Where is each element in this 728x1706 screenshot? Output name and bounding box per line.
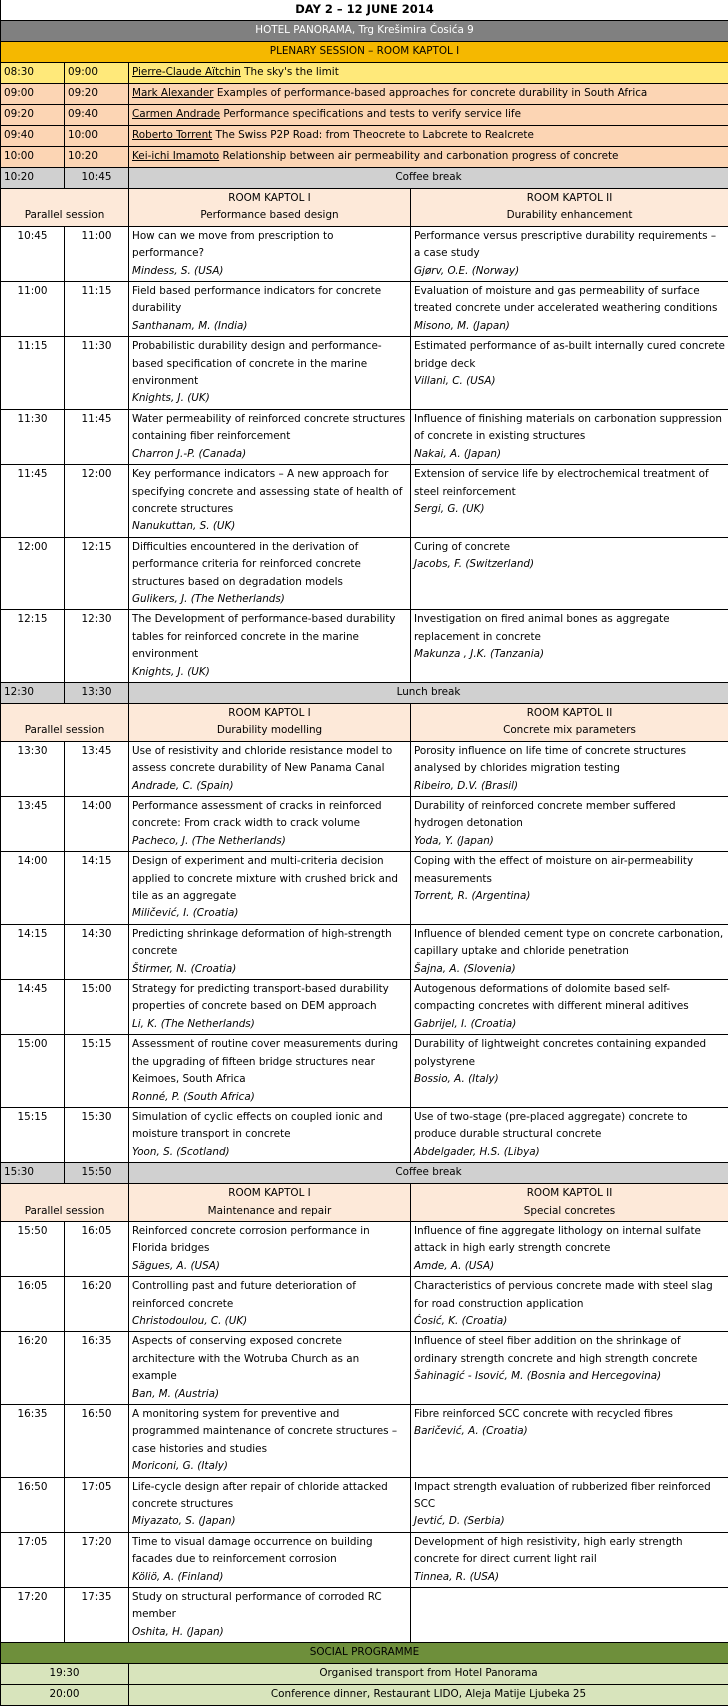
talk-title: Characteristics of pervious concrete made with steel slag for road construction application <box>414 1278 725 1313</box>
end-time: 10:45 <box>65 168 129 189</box>
talk-title: Strategy for predicting transport-based durability properties of concrete based on DEM approach <box>132 981 407 1016</box>
start-time: 16:05 <box>1 1277 65 1332</box>
session-talk-row <box>1 741 728 796</box>
end-time: 17:05 <box>65 1477 129 1532</box>
start-time: 10:20 <box>1 168 65 189</box>
talk-room-1 <box>129 1221 411 1276</box>
start-time: 12:15 <box>1 610 65 683</box>
plenary-header-row <box>1 42 728 63</box>
talk-room-2 <box>411 337 728 410</box>
talk-title: Use of resistivity and chloride resistance model to assess concrete durability of New Panama Canal <box>132 743 407 778</box>
session-talk-row <box>1 282 728 337</box>
session-header-row <box>1 189 728 227</box>
start-time: 10:45 <box>1 226 65 281</box>
session-talk-row <box>1 409 728 464</box>
room-kaptol-1-header <box>129 1184 411 1222</box>
end-time: 16:20 <box>65 1277 129 1332</box>
session-topic: Durability enhancement <box>414 207 725 224</box>
talk-author: Andrade, C. (Spain) <box>132 778 407 795</box>
talk-room-2 <box>411 1107 728 1162</box>
talk-author: Knights, J. (UK) <box>132 390 407 407</box>
talk-author: Villani, C. (USA) <box>414 373 725 390</box>
talk-room-2 <box>411 409 728 464</box>
break-label: Lunch break <box>129 682 728 703</box>
talk-title: Simulation of cyclic effects on coupled ionic and moisture transport in concrete <box>132 1109 407 1144</box>
start-time: 11:45 <box>1 465 65 538</box>
talk-author: Šahinagić - Isović, M. (Bosnia and Hercegovina) <box>414 1368 725 1385</box>
talk-title: The Swiss P2P Road: from Theocrete to Labcrete to Realcrete <box>216 129 534 141</box>
talk-author: Torrent, R. (Argentina) <box>414 888 725 905</box>
talk-author: Baričević, A. (Croatia) <box>414 1423 725 1440</box>
talk-author: Pacheco, J. (The Netherlands) <box>132 833 407 850</box>
room-name: ROOM KAPTOL II <box>414 1185 725 1202</box>
talk-room-2 <box>411 741 728 796</box>
talk-author: Knights, J. (UK) <box>132 664 407 681</box>
start-time: 12:30 <box>1 682 65 703</box>
start-time: 15:50 <box>1 1221 65 1276</box>
talk-title: Study on structural performance of corroded RC member <box>132 1589 407 1624</box>
talk-author: Gjørv, O.E. (Norway) <box>414 263 725 280</box>
day-title-row <box>1 0 728 21</box>
talk-title: Durability of reinforced concrete member suffered hydrogen detonation <box>414 798 725 833</box>
speaker-link[interactable]: Kei-ichi Imamoto <box>132 150 219 162</box>
social-item-row <box>1 1664 728 1685</box>
talk-author: Jacobs, F. (Switzerland) <box>414 556 725 573</box>
start-time: 15:15 <box>1 1107 65 1162</box>
social-text: Conference dinner, Restaurant LIDO, Aleja Matije Ljubeka 25 <box>129 1685 728 1706</box>
talk-author: Sägues, A. (USA) <box>132 1258 407 1275</box>
end-time: 11:45 <box>65 409 129 464</box>
talk-room-2 <box>411 1588 728 1643</box>
talk-room-1 <box>129 1588 411 1643</box>
start-time: 11:30 <box>1 409 65 464</box>
talk-room-2 <box>411 226 728 281</box>
talk-author: Ronné, P. (South Africa) <box>132 1089 407 1106</box>
end-time: 13:30 <box>65 682 129 703</box>
talk-title: Development of high resistivity, high early strength concrete for direct current light rail <box>414 1534 725 1569</box>
talk-room-2 <box>411 537 728 610</box>
talk-room-1 <box>129 852 411 925</box>
break-row <box>1 168 728 189</box>
session-talk-row <box>1 1588 728 1643</box>
break-label: Coffee break <box>129 1163 728 1184</box>
talk-title: A monitoring system for preventive and programmed maintenance of concrete structures – case histories and studies <box>132 1406 407 1458</box>
room-name: ROOM KAPTOL I <box>132 705 407 722</box>
talk-room-1 <box>129 797 411 852</box>
start-time: 15:00 <box>1 1035 65 1108</box>
talk-title: Porosity influence on life time of concrete structures analysed by chlorides migration testing <box>414 743 725 778</box>
talk-room-1 <box>129 537 411 610</box>
plenary-talk-row <box>1 84 728 105</box>
hotel-address: HOTEL PANORAMA, Trg Krešimira Ćosića 9 <box>1 21 728 42</box>
talk-room-2 <box>411 465 728 538</box>
talk-room-1 <box>129 1332 411 1405</box>
talk-author: Gulikers, J. (The Netherlands) <box>132 591 407 608</box>
talk-title: Predicting shrinkage deformation of high-strength concrete <box>132 926 407 961</box>
plenary-talk-row <box>1 126 728 147</box>
talk-title: Probabilistic durability design and performance-based specification of concrete in the marine environment <box>132 338 407 390</box>
start-time: 16:35 <box>1 1405 65 1478</box>
talk-room-1 <box>129 282 411 337</box>
session-topic: Concrete mix parameters <box>414 722 725 739</box>
start-time: 17:05 <box>1 1532 65 1587</box>
break-label: Coffee break <box>129 168 728 189</box>
talk-title: Aspects of conserving exposed concrete architecture with the Wotruba Church as an example <box>132 1333 407 1385</box>
talk-title: Coping with the effect of moisture on air-permeability measurements <box>414 853 725 888</box>
end-time: 17:20 <box>65 1532 129 1587</box>
social-time: 20:00 <box>1 1685 129 1706</box>
room-name: ROOM KAPTOL I <box>132 1185 407 1202</box>
talk-room-1 <box>129 1107 411 1162</box>
room-kaptol-1-header <box>129 189 411 227</box>
social-header-row <box>1 1643 728 1664</box>
talk-author: Christodoulou, C. (UK) <box>132 1313 407 1330</box>
talk-author: Yoon, S. (Scotland) <box>132 1144 407 1161</box>
talk-room-2 <box>411 1277 728 1332</box>
session-talk-row <box>1 465 728 538</box>
talk-title: Life-cycle design after repair of chloride attacked concrete structures <box>132 1479 407 1514</box>
talk-room-2 <box>411 1035 728 1108</box>
end-time: 16:35 <box>65 1332 129 1405</box>
talk-title: Autogenous deformations of dolomite based self-compacting concretes with different mineral aditives <box>414 981 725 1016</box>
talk-author: Mindess, S. (USA) <box>132 263 407 280</box>
talk-title: Controlling past and future deterioration of reinforced concrete <box>132 1278 407 1313</box>
talk-author: Charron J.-P. (Canada) <box>132 446 407 463</box>
talk-room-2 <box>411 852 728 925</box>
talk-room-1 <box>129 610 411 683</box>
talk-title: Influence of fine aggregate lithology on internal sulfate attack in high early strength concrete <box>414 1223 725 1258</box>
talk-author: Amde, A. (USA) <box>414 1258 725 1275</box>
talk-title: Influence of finishing materials on carbonation suppression of concrete in existing structures <box>414 411 725 446</box>
talk-room-2 <box>411 797 728 852</box>
talk-title: Use of two-stage (pre-placed aggregate) concrete to produce durable structural concrete <box>414 1109 725 1144</box>
session-talk-row <box>1 797 728 852</box>
start-time: 12:00 <box>1 537 65 610</box>
end-time: 12:30 <box>65 610 129 683</box>
talk-title: Field based performance indicators for concrete durability <box>132 283 407 318</box>
talk-title: How can we move from prescription to performance? <box>132 228 407 263</box>
session-talk-row <box>1 1532 728 1587</box>
talk-author: Moriconi, G. (Italy) <box>132 1458 407 1475</box>
plenary-talk-row <box>1 105 728 126</box>
talk-author: Ribeiro, D.V. (Brasil) <box>414 778 725 795</box>
end-time: 15:30 <box>65 1107 129 1162</box>
talk-title: Performance assessment of cracks in reinforced concrete: From crack width to crack volume <box>132 798 407 833</box>
end-time: 11:00 <box>65 226 129 281</box>
speaker-link[interactable]: Carmen Andrade <box>132 108 220 120</box>
talk-author: Köliö, A. (Finland) <box>132 1569 407 1586</box>
day-title: DAY 2 – 12 JUNE 2014 <box>1 0 728 21</box>
speaker-link[interactable]: Mark Alexander <box>132 87 214 99</box>
talk-room-1 <box>129 1477 411 1532</box>
start-time: 09:20 <box>1 105 65 126</box>
break-row <box>1 682 728 703</box>
start-time: 13:30 <box>1 741 65 796</box>
talk-author: Gabrijel, I. (Croatia) <box>414 1016 725 1033</box>
talk-author: Misono, M. (Japan) <box>414 318 725 335</box>
talk-author: Jevtić, D. (Serbia) <box>414 1513 725 1530</box>
talk-author: Miličević, I. (Croatia) <box>132 905 407 922</box>
talk-room-2 <box>411 1532 728 1587</box>
talk-author: Ban, M. (Austria) <box>132 1386 407 1403</box>
talk-room-2 <box>411 1405 728 1478</box>
talk-room-1 <box>129 1532 411 1587</box>
start-time: 14:15 <box>1 924 65 979</box>
talk-title: Fibre reinforced SCC concrete with recycled fibres <box>414 1406 725 1423</box>
session-talk-row <box>1 1107 728 1162</box>
talk-room-1 <box>129 1035 411 1108</box>
talk-title: Key performance indicators – A new approach for specifying concrete and assessing state of health of concrete structures <box>132 466 407 518</box>
talk-title: Estimated performance of as-built internally cured concrete bridge deck <box>414 338 725 373</box>
end-time: 17:35 <box>65 1588 129 1643</box>
talk-title: Performance versus prescriptive durability requirements – a case study <box>414 228 725 263</box>
talk-title: Difficulties encountered in the derivation of performance criteria for reinforced concrete structures based on degradation models <box>132 539 407 591</box>
session-talk-row <box>1 1405 728 1478</box>
end-time: 11:15 <box>65 282 129 337</box>
room-kaptol-2-header <box>411 189 728 227</box>
talk-room-1 <box>129 465 411 538</box>
room-kaptol-1-header <box>129 703 411 741</box>
end-time: 09:40 <box>65 105 129 126</box>
talk-author: Miyazato, S. (Japan) <box>132 1513 407 1530</box>
room-kaptol-2-header <box>411 1184 728 1222</box>
end-time: 13:45 <box>65 741 129 796</box>
session-topic: Special concretes <box>414 1203 725 1220</box>
session-topic: Durability modelling <box>132 722 407 739</box>
talk-title: Impact strength evaluation of rubberized fiber reinforced SCC <box>414 1479 725 1514</box>
start-time: 16:20 <box>1 1332 65 1405</box>
end-time: 12:15 <box>65 537 129 610</box>
end-time: 11:30 <box>65 337 129 410</box>
end-time: 12:00 <box>65 465 129 538</box>
social-time: 19:30 <box>1 1664 129 1685</box>
talk-room-1 <box>129 337 411 410</box>
talk-room-2 <box>411 1332 728 1405</box>
talk-title: Reinforced concrete corrosion performance in Florida bridges <box>132 1223 407 1258</box>
start-time: 15:30 <box>1 1163 65 1184</box>
talk-title: Relationship between air permeability and carbonation progress of concrete <box>222 150 618 162</box>
hotel-row <box>1 21 728 42</box>
session-header-row <box>1 1184 728 1222</box>
talk-room-1 <box>129 226 411 281</box>
end-time: 15:50 <box>65 1163 129 1184</box>
start-time: 09:00 <box>1 84 65 105</box>
session-talk-row <box>1 852 728 925</box>
start-time: 08:30 <box>1 63 65 84</box>
talk-room-1 <box>129 1277 411 1332</box>
talk-title: Assessment of routine cover measurements during the upgrading of fifteen bridge structures near Keimoes, South Africa <box>132 1036 407 1088</box>
start-time: 14:00 <box>1 852 65 925</box>
end-time: 09:00 <box>65 63 129 84</box>
talk-author: Oshita, H. (Japan) <box>132 1624 407 1641</box>
start-time: 17:20 <box>1 1588 65 1643</box>
session-talk-row <box>1 1332 728 1405</box>
end-time: 15:15 <box>65 1035 129 1108</box>
talk-author: Abdelgader, H.S. (Libya) <box>414 1144 725 1161</box>
start-time: 10:00 <box>1 147 65 168</box>
start-time: 11:15 <box>1 337 65 410</box>
talk-room-1 <box>129 409 411 464</box>
talk-room-1 <box>129 980 411 1035</box>
talk-cell <box>129 126 728 147</box>
talk-title: Evaluation of moisture and gas permeability of surface treated concrete under accelerated weathering conditions <box>414 283 725 318</box>
talk-room-1 <box>129 924 411 979</box>
speaker-link[interactable]: Pierre-Claude Aïtchin <box>132 66 241 78</box>
end-time: 16:05 <box>65 1221 129 1276</box>
talk-cell <box>129 147 728 168</box>
session-talk-row <box>1 226 728 281</box>
session-talk-row <box>1 610 728 683</box>
talk-cell <box>129 84 728 105</box>
talk-title: Durability of lightweight concretes containing expanded polystyrene <box>414 1036 725 1071</box>
break-row <box>1 1163 728 1184</box>
session-talk-row <box>1 337 728 410</box>
session-talk-row <box>1 924 728 979</box>
session-label: Parallel session <box>1 1184 129 1222</box>
session-talk-row <box>1 980 728 1035</box>
end-time: 15:00 <box>65 980 129 1035</box>
talk-author: Bossio, A. (Italy) <box>414 1071 725 1088</box>
talk-author: Nakai, A. (Japan) <box>414 446 725 463</box>
talk-title: Water permeability of reinforced concrete structures containing fiber reinforcement <box>132 411 407 446</box>
plenary-title: PLENARY SESSION – ROOM KAPTOL I <box>1 42 728 63</box>
session-talk-row <box>1 1277 728 1332</box>
plenary-talk-row <box>1 63 728 84</box>
talk-cell <box>129 63 728 84</box>
talk-title: Influence of steel fiber addition on the shrinkage of ordinary strength concrete and high strength concrete <box>414 1333 725 1368</box>
talk-author: Nanukuttan, S. (UK) <box>132 518 407 535</box>
talk-title: Investigation on fired animal bones as aggregate replacement in concrete <box>414 611 725 646</box>
speaker-link[interactable]: Roberto Torrent <box>132 129 212 141</box>
end-time: 09:20 <box>65 84 129 105</box>
talk-title: Design of experiment and multi-criteria decision applied to concrete mixture with crushed brick and tile as an aggregate <box>132 853 407 905</box>
talk-author: Santhanam, M. (India) <box>132 318 407 335</box>
talk-title: Time to visual damage occurrence on building facades due to reinforcement corrosion <box>132 1534 407 1569</box>
room-kaptol-2-header <box>411 703 728 741</box>
end-time: 14:30 <box>65 924 129 979</box>
talk-room-2 <box>411 1477 728 1532</box>
start-time: 09:40 <box>1 126 65 147</box>
talk-room-2 <box>411 980 728 1035</box>
social-title: SOCIAL PROGRAMME <box>1 1643 728 1664</box>
talk-room-2 <box>411 1221 728 1276</box>
talk-author: Štirmer, N. (Croatia) <box>132 961 407 978</box>
end-time: 14:15 <box>65 852 129 925</box>
talk-author: Tinnea, R. (USA) <box>414 1569 725 1586</box>
talk-room-2 <box>411 924 728 979</box>
talk-title: The Development of performance-based durability tables for reinforced concrete in the marine environment <box>132 611 407 663</box>
session-topic: Performance based design <box>132 207 407 224</box>
talk-title: The sky's the limit <box>244 66 339 78</box>
session-header-row <box>1 703 728 741</box>
talk-title: Influence of blended cement type on concrete carbonation, capillary uptake and chloride penetration <box>414 926 725 961</box>
talk-title: Curing of concrete <box>414 539 725 556</box>
room-name: ROOM KAPTOL II <box>414 705 725 722</box>
session-talk-row <box>1 1035 728 1108</box>
talk-room-1 <box>129 1405 411 1478</box>
session-talk-row <box>1 537 728 610</box>
talk-room-2 <box>411 282 728 337</box>
talk-author: Yoda, Y. (Japan) <box>414 833 725 850</box>
social-text: Organised transport from Hotel Panorama <box>129 1664 728 1685</box>
start-time: 16:50 <box>1 1477 65 1532</box>
session-talk-row <box>1 1221 728 1276</box>
session-label: Parallel session <box>1 189 129 227</box>
room-name: ROOM KAPTOL II <box>414 190 725 207</box>
talk-author: Li, K. (The Netherlands) <box>132 1016 407 1033</box>
talk-cell <box>129 105 728 126</box>
end-time: 10:20 <box>65 147 129 168</box>
session-label: Parallel session <box>1 703 129 741</box>
talk-room-2 <box>411 610 728 683</box>
talk-room-1 <box>129 741 411 796</box>
talk-author: Makunza , J.K. (Tanzania) <box>414 646 725 663</box>
start-time: 11:00 <box>1 282 65 337</box>
talk-title: Performance specifications and tests to verify service life <box>223 108 521 120</box>
talk-title: Examples of performance-based approaches for concrete durability in South Africa <box>217 87 648 99</box>
session-talk-row <box>1 1477 728 1532</box>
plenary-talk-row <box>1 147 728 168</box>
talk-author: Ćosić, K. (Croatia) <box>414 1313 725 1330</box>
session-topic: Maintenance and repair <box>132 1203 407 1220</box>
start-time: 14:45 <box>1 980 65 1035</box>
social-item-row <box>1 1685 728 1706</box>
end-time: 14:00 <box>65 797 129 852</box>
talk-author: Šajna, A. (Slovenia) <box>414 961 725 978</box>
end-time: 16:50 <box>65 1405 129 1478</box>
end-time: 10:00 <box>65 126 129 147</box>
room-name: ROOM KAPTOL I <box>132 190 407 207</box>
start-time: 13:45 <box>1 797 65 852</box>
talk-author: Sergi, G. (UK) <box>414 501 725 518</box>
talk-title: Extension of service life by electrochemical treatment of steel reinforcement <box>414 466 725 501</box>
